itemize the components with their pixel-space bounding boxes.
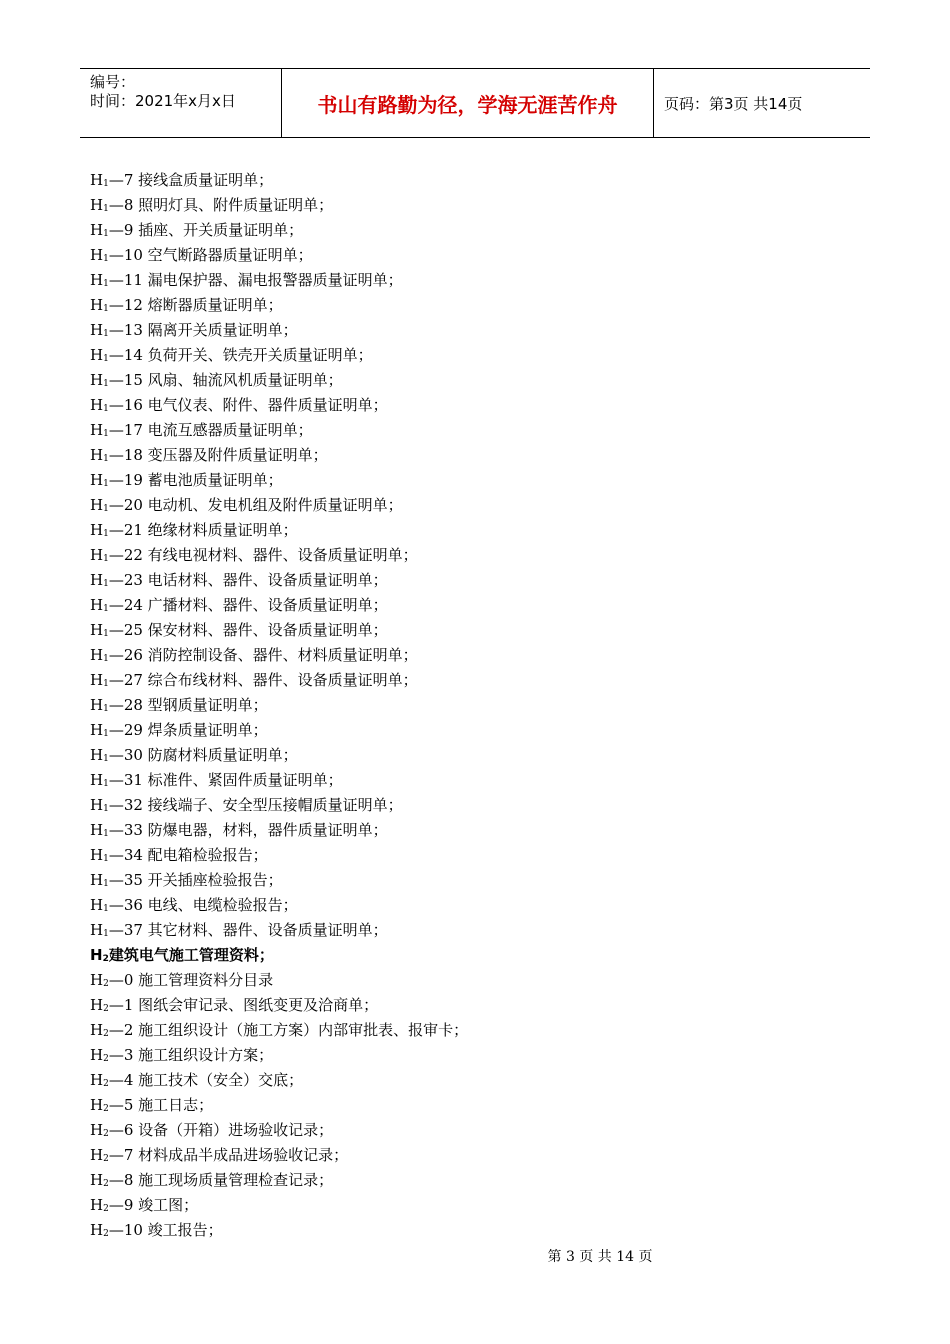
list-item: $H_2—7$ 材料成品半成品进场验收记录； — [90, 1146, 349, 1164]
list-item: $H_2—4$ 施工技术（安全）交底； — [90, 1071, 304, 1089]
list-item-text: —17 电流互感器质量证明单； — [108, 421, 313, 439]
list-item-text: —7 接线盒质量证明单； — [108, 171, 274, 189]
list-item: $H_1—19$ 蓄电池质量证明单； — [90, 471, 283, 489]
list-item: $H_1—23$ 电话材料、器件、设备质量证明单； — [90, 571, 388, 589]
time-label: 时间：2021年x月x日 — [90, 92, 236, 110]
list-item-text: —3 施工组织设计方案； — [108, 1046, 274, 1064]
list-item: $H_1—10$ 空气断路器质量证明单； — [90, 246, 313, 264]
list-item-text: —16 电气仪表、附件、器件质量证明单； — [108, 396, 388, 414]
list-item: $H_1—16$ 电气仪表、附件、器件质量证明单； — [90, 396, 388, 414]
list-item-text: —33 防爆电器，材料，器件质量证明单； — [108, 821, 388, 839]
list-item: $H_1—12$ 熔断器质量证明单； — [90, 296, 283, 314]
list-item-text: —26 消防控制设备、器件、材料质量证明单； — [108, 646, 418, 664]
list-item-text: —9 竣工图； — [108, 1196, 199, 1214]
list-item-text: —7 材料成品半成品进场验收记录； — [108, 1146, 349, 1164]
list-item: $H_1—17$ 电流互感器质量证明单； — [90, 421, 313, 439]
number-label: 编号： — [90, 73, 136, 91]
list-item: $H_1—20$ 电动机、发电机组及附件质量证明单； — [90, 496, 403, 514]
list-item-text: —19 蓄电池质量证明单； — [108, 471, 283, 489]
list-item-text: —14 负荷开关、铁壳开关质量证明单； — [108, 346, 373, 364]
page-header — [80, 68, 870, 138]
list-item-text: —9 插座、开关质量证明单； — [108, 221, 304, 239]
list-item-text: —22 有线电视材料、器件、设备质量证明单； — [108, 546, 418, 564]
list-item: $H_2—8$ 施工现场质量管理检查记录； — [90, 1171, 334, 1189]
list-item-text: —36 电线、电缆检验报告； — [108, 896, 298, 914]
list-item: $H_1—9$ 插座、开关质量证明单； — [90, 221, 304, 239]
list-item-text: —10 空气断路器质量证明单； — [108, 246, 313, 264]
list-item-text: —11 漏电保护器、漏电报警器质量证明单； — [108, 271, 403, 289]
list-item-text: —28 型钢质量证明单； — [108, 696, 268, 714]
list-item: $H_1—7$ 接线盒质量证明单； — [90, 171, 274, 189]
list-item-text: —4 施工技术（安全）交底； — [108, 1071, 304, 1089]
list-item: $H_1—25$ 保安材料、器件、设备质量证明单； — [90, 621, 388, 639]
list-item: $H_2—2$ 施工组织设计（施工方案）内部审批表、报审卡； — [90, 1021, 469, 1039]
list-item-text: —31 标准件、紧固件质量证明单； — [108, 771, 343, 789]
list-item: $H_1—11$ 漏电保护器、漏电报警器质量证明单； — [90, 271, 403, 289]
list-item: $H_2—3$ 施工组织设计方案； — [90, 1046, 274, 1064]
list-item-text: —8 施工现场质量管理检查记录； — [108, 1171, 334, 1189]
list-item-text: —5 施工日志； — [108, 1096, 214, 1114]
list-item: $H_1—15$ 风扇、轴流风机质量证明单； — [90, 371, 343, 389]
list-item: $H_2—5$ 施工日志； — [90, 1096, 214, 1114]
header-meta — [80, 69, 282, 137]
list-item: $H_1—34$ 配电箱检验报告； — [90, 846, 268, 864]
list-item: $H_1—36$ 电线、电缆检验报告； — [90, 896, 298, 914]
list-item-text: —20 电动机、发电机组及附件质量证明单； — [108, 496, 403, 514]
list-item: $H_2—1$ 图纸会审记录、图纸变更及洽商单； — [90, 996, 379, 1014]
list-item-text: —37 其它材料、器件、设备质量证明单； — [108, 921, 388, 939]
list-item: $H_1—24$ 广播材料、器件、设备质量证明单； — [90, 596, 388, 614]
h2-list — [90, 968, 890, 1243]
list-item-text: —23 电话材料、器件、设备质量证明单； — [108, 571, 388, 589]
list-item: $H_1—21$ 绝缘材料质量证明单； — [90, 521, 298, 539]
list-item-text: —30 防腐材料质量证明单； — [108, 746, 298, 764]
list-item: $H_1—37$ 其它材料、器件、设备质量证明单； — [90, 921, 388, 939]
list-item: $H_1—27$ 综合布线材料、器件、设备质量证明单； — [90, 671, 418, 689]
header-motto: 书山有路勤为径，学海无涯苦作舟 — [282, 69, 654, 137]
footer-page-number: 第 3 页 共 14 页 — [547, 1249, 653, 1265]
h1-list — [90, 168, 890, 943]
list-item: $H_1—22$ 有线电视材料、器件、设备质量证明单； — [90, 546, 418, 564]
list-item-text: —6 设备（开箱）进场验收记录； — [108, 1121, 334, 1139]
list-item: $H_1—28$ 型钢质量证明单； — [90, 696, 268, 714]
list-item: $H_1—18$ 变压器及附件质量证明单； — [90, 446, 328, 464]
list-item: $H_1—35$ 开关插座检验报告； — [90, 871, 283, 889]
list-item-text: —27 综合布线材料、器件、设备质量证明单； — [108, 671, 418, 689]
list-item-text: —10 竣工报告； — [108, 1221, 223, 1239]
section-heading-h2: $H_2$建筑电气施工管理资料； — [90, 946, 274, 964]
header-page-label: 页码：第3页 共14页 — [664, 94, 803, 113]
list-item: $H_1—30$ 防腐材料质量证明单； — [90, 746, 298, 764]
list-item-text: —35 开关插座检验报告； — [108, 871, 283, 889]
list-item-text: —0 施工管理资料分目录 — [108, 971, 274, 989]
list-item-text: —2 施工组织设计（施工方案）内部审批表、报审卡； — [108, 1021, 469, 1039]
list-item: $H_1—13$ 隔离开关质量证明单； — [90, 321, 298, 339]
list-item: $H_1—32$ 接线端子、安全型压接帽质量证明单； — [90, 796, 403, 814]
list-item-text: —15 风扇、轴流风机质量证明单； — [108, 371, 343, 389]
list-item: $H_2—6$ 设备（开箱）进场验收记录； — [90, 1121, 334, 1139]
list-item-text: —32 接线端子、安全型压接帽质量证明单； — [108, 796, 403, 814]
list-item-text: —8 照明灯具、附件质量证明单； — [108, 196, 334, 214]
list-item: $H_1—26$ 消防控制设备、器件、材料质量证明单； — [90, 646, 418, 664]
list-item: $H_2—0$ 施工管理资料分目录 — [90, 971, 274, 989]
list-item-text: —1 图纸会审记录、图纸变更及洽商单； — [108, 996, 379, 1014]
list-item: $H_1—31$ 标准件、紧固件质量证明单； — [90, 771, 343, 789]
list-item: $H_1—33$ 防爆电器，材料，器件质量证明单； — [90, 821, 388, 839]
list-item-text: —34 配电箱检验报告； — [108, 846, 268, 864]
list-item: $H_2—9$ 竣工图； — [90, 1196, 199, 1214]
list-item-text: —25 保安材料、器件、设备质量证明单； — [108, 621, 388, 639]
list-item-text: —13 隔离开关质量证明单； — [108, 321, 298, 339]
list-item: $H_1—14$ 负荷开关、铁壳开关质量证明单； — [90, 346, 373, 364]
page-footer — [0, 1246, 950, 1266]
list-item-text: —21 绝缘材料质量证明单； — [108, 521, 298, 539]
list-item: $H_1—8$ 照明灯具、附件质量证明单； — [90, 196, 334, 214]
list-item-text: —12 熔断器质量证明单； — [108, 296, 283, 314]
list-item-text: —24 广播材料、器件、设备质量证明单； — [108, 596, 388, 614]
list-item: $H_2—10$ 竣工报告； — [90, 1221, 223, 1239]
document-body — [90, 168, 890, 1243]
section-heading-text: 建筑电气施工管理资料； — [108, 946, 274, 964]
list-item-text: —29 焊条质量证明单； — [108, 721, 268, 739]
list-item-text: —18 变压器及附件质量证明单； — [108, 446, 328, 464]
list-item: $H_1—29$ 焊条质量证明单； — [90, 721, 268, 739]
